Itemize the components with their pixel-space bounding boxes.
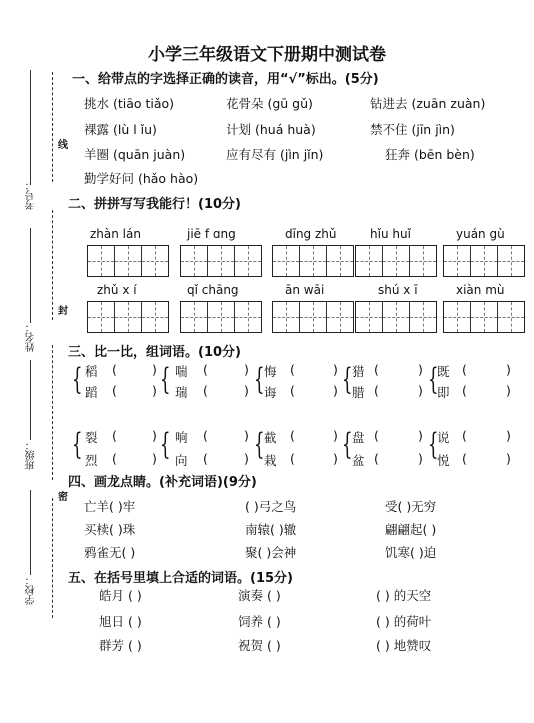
section1-heading: 一、给带点的字选择正确的读音，用“√”标出。(5分) [72,72,379,87]
writing-box[interactable] [355,301,437,333]
paren-close: ) [244,362,249,377]
choice-item[interactable]: 应有尽有 (jìn jǐn) [226,147,324,162]
idiom-item[interactable]: 受( )无穷 [385,499,437,514]
paren-open: ( [112,362,117,377]
pinyin-label: dīng zhǔ [285,227,337,241]
writing-box[interactable] [355,245,437,277]
brace-icon: { [254,427,265,462]
fill-item[interactable]: ( ) 的天空 [376,588,432,603]
compare-char: 烈 [85,453,98,468]
paren-open: ( [112,428,117,443]
choice-item[interactable]: 狂奔 (bēn bèn) [385,147,475,162]
paren-open: ( [290,362,295,377]
choice-item[interactable]: 禁不住 (jīn jìn) [370,122,455,137]
paren-open: ( [462,362,467,377]
fill-item[interactable]: 群芳 ( ) [99,638,142,653]
paren-close: ) [152,362,157,377]
pinyin-label: xiàn mù [456,283,505,297]
compare-char: 盆 [352,453,365,468]
compare-char: 盘 [352,430,365,445]
pinyin-label: yuán gù [456,227,505,241]
paren-open: ( [203,383,208,398]
paren-open: ( [290,383,295,398]
paren-close: ) [244,451,249,466]
paren-close: ) [152,451,157,466]
paren-close: ) [152,428,157,443]
paren-open: ( [290,451,295,466]
pinyin-label: shú x ī [378,283,418,297]
page-title: 小学三年级语文下册期中测试卷 [148,45,386,65]
paren-open: ( [290,428,295,443]
fill-item[interactable]: 演奏 ( ) [238,588,281,603]
paren-close: ) [244,428,249,443]
idiom-item[interactable]: 亡羊( )牢 [84,499,136,514]
seal-seal: 封 [58,306,68,317]
writing-box[interactable] [443,245,525,277]
paren-close: ) [333,428,338,443]
writing-box[interactable] [87,245,169,277]
paren-close: ) [418,451,423,466]
compare-char: 栽 [264,453,277,468]
paren-open: ( [203,451,208,466]
choice-item[interactable]: 勤学好问 (hǎo hào) [84,171,199,186]
paren-close: ) [506,451,511,466]
compare-char: 截 [264,430,277,445]
brace-icon: { [428,362,439,397]
paren-close: ) [418,428,423,443]
writing-box[interactable] [272,245,354,277]
section2-heading: 二、拼拼写写我能行！(10分) [68,197,241,212]
writing-box[interactable] [272,301,354,333]
brace-icon: { [342,427,353,462]
paren-open: ( [374,383,379,398]
paren-close: ) [152,383,157,398]
compare-char: 瑞 [175,385,188,400]
compare-char: 即 [437,385,450,400]
paren-open: ( [462,428,467,443]
idiom-item[interactable]: 鸦雀无( ) [84,545,136,560]
brace-icon: { [160,362,171,397]
compare-char: 悔 [264,364,277,379]
section3-heading: 三、比一比，组词语。(10分) [68,345,241,360]
pinyin-label: qǐ chāng [187,283,239,297]
paren-close: ) [418,362,423,377]
pinyin-label: zhǔ x í [97,283,137,297]
seal-secret: 密 [58,492,68,503]
idiom-item[interactable]: 饥寒( )迫 [385,545,437,560]
xuexiao-label: 学校： [26,575,37,605]
fill-item[interactable]: ( ) 的荷叶 [376,614,432,629]
paren-open: ( [112,383,117,398]
compare-char: 说 [437,430,450,445]
writing-box[interactable] [180,245,262,277]
compare-char: 诲 [264,385,277,400]
paren-close: ) [506,428,511,443]
compare-char: 蹈 [85,385,98,400]
paren-close: ) [333,451,338,466]
brace-icon: { [72,427,83,462]
paren-close: ) [418,383,423,398]
idiom-item[interactable]: 翩翩起( ) [385,522,437,537]
choice-item[interactable]: 裸露 (lù l ǐu) [84,122,157,137]
brace-icon: { [428,427,439,462]
compare-char: 稻 [85,364,98,379]
fill-item[interactable]: 旭日 ( ) [99,614,142,629]
pinyin-label: ān wāi [285,283,325,297]
brace-icon: { [254,362,265,397]
kaohao-label: 考号： [26,180,37,210]
section5-heading: 五、在括号里填上合适的词语。(15分) [68,571,293,586]
fill-item[interactable]: 祝贺 ( ) [238,638,281,653]
paren-close: ) [244,383,249,398]
brace-icon: { [160,427,171,462]
writing-box[interactable] [180,301,262,333]
compare-char: 猎 [352,364,365,379]
fill-item[interactable]: 皓月 ( ) [99,588,142,603]
idiom-item[interactable]: 聚( )会神 [245,545,297,560]
paren-open: ( [462,451,467,466]
choice-item[interactable]: 羊圈 (quān juàn) [84,147,186,162]
writing-box[interactable] [87,301,169,333]
paren-close: ) [506,383,511,398]
compare-char: 响 [175,430,188,445]
section4-heading: 四、画龙点睛。(补充词语)(9分) [68,475,257,490]
compare-char: 裂 [85,430,98,445]
compare-char: 既 [437,364,450,379]
seal-line: 线 [58,140,68,151]
paren-open: ( [374,362,379,377]
choice-item[interactable]: 计划 (huá huà) [226,122,316,137]
paren-close: ) [333,383,338,398]
banji-label: 班级： [26,440,37,470]
choice-item[interactable]: 花骨朵 (gū gǔ) [226,96,313,111]
brace-icon: { [342,362,353,397]
choice-item[interactable]: 钻进去 (zuān zuàn) [370,96,486,111]
xingming-label: 姓名： [26,322,37,352]
paren-open: ( [374,451,379,466]
pinyin-label: jiē f ɑng [187,227,236,241]
paren-close: ) [506,362,511,377]
fill-item[interactable]: 饲养 ( ) [238,614,281,629]
paren-close: ) [333,362,338,377]
writing-box[interactable] [443,301,525,333]
paren-open: ( [203,428,208,443]
brace-icon: { [72,362,83,397]
fill-item[interactable]: ( ) 地赞叹 [376,638,432,653]
idiom-item[interactable]: 南辕( )辙 [245,522,297,537]
compare-char: 腊 [352,385,365,400]
compare-char: 悦 [437,453,450,468]
idiom-item[interactable]: ( )弓之鸟 [245,499,297,514]
idiom-item[interactable]: 买椟( )珠 [84,522,136,537]
paren-open: ( [462,383,467,398]
paren-open: ( [374,428,379,443]
compare-char: 向 [175,453,188,468]
paren-open: ( [203,362,208,377]
compare-char: 喘 [175,364,188,379]
paren-open: ( [112,451,117,466]
pinyin-label: zhàn lán [90,227,141,241]
choice-item[interactable]: 挑水 (tiāo tiǎo) [84,96,175,111]
pinyin-label: hǐu huǐ [370,227,411,241]
